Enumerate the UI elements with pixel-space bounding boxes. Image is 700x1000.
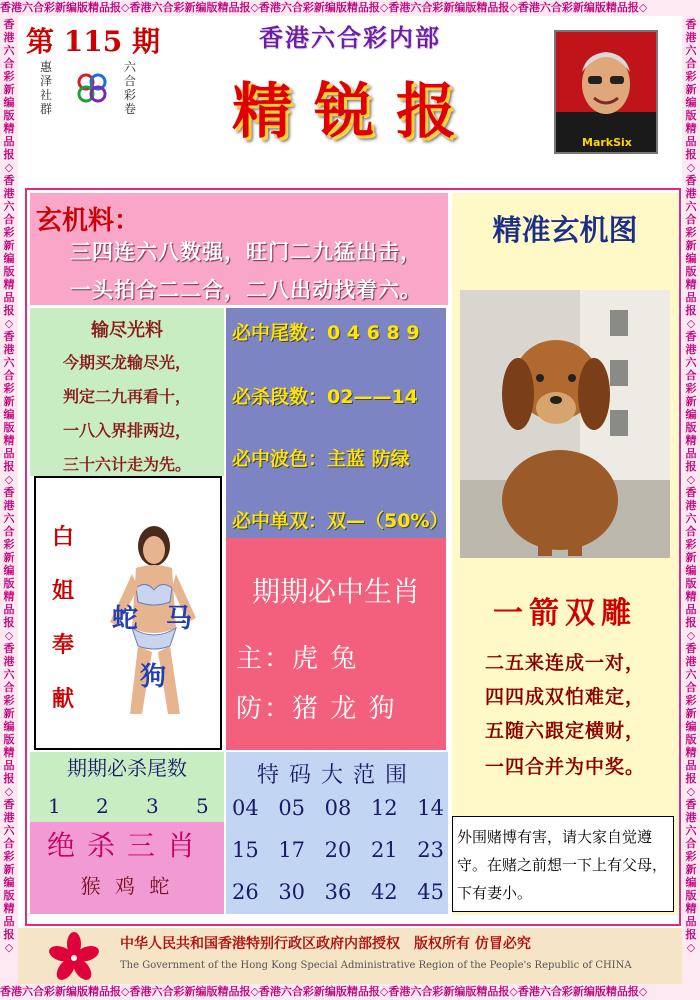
kill-tail-number: 1 — [48, 794, 61, 818]
special-number: 36 — [324, 880, 352, 904]
special-number: 42 — [370, 880, 398, 904]
riddle-line-1: 三四连六八数强，旺门二九猛出击， — [70, 240, 422, 264]
girl-label-3: 奉 — [51, 633, 74, 658]
kill-three-list: 猴 鸡 蛇 — [80, 874, 174, 898]
lose-all-line-1: 今期买龙输尽光， — [62, 353, 191, 372]
portrait-caption: MarkSix — [582, 136, 632, 149]
girl-zodiac-3: 狗 — [140, 662, 167, 692]
poem-line-4: 一四合并为中奖。 — [484, 756, 645, 778]
special-number: 05 — [278, 796, 306, 820]
riddle-line-2: 一头拍合二二合，二八出动找着六。 — [70, 278, 422, 302]
lose-all-title: 输尽光料 — [91, 320, 163, 341]
special-number: 23 — [417, 838, 444, 862]
kill-tail-number: 5 — [196, 794, 209, 818]
must-odd-even: 必中单双：双—（50%） — [232, 510, 449, 532]
gambling-warning: 外围赌博有害，请大家自觉遵守。在赌之前想一下上有父母，下有妻小。 — [452, 816, 674, 912]
kill-three-title: 绝杀三肖 — [46, 829, 207, 862]
girl-zodiac-1: 蛇 — [112, 604, 139, 634]
special-number: 45 — [417, 880, 444, 904]
poem-line-3: 五随六跟定横财， — [484, 720, 645, 742]
lose-all-line-2: 判定二九再看十， — [62, 387, 191, 406]
footer-chinese-text: 中华人民共和国香港特别行政区政府内部授权 版权所有 仿冒必究 — [120, 936, 531, 952]
kill-tail-number: 3 — [146, 794, 159, 818]
girl-zodiac-2: 马 — [166, 604, 193, 634]
special-row — [232, 880, 444, 904]
poem-line-2: 四四成双怕难定， — [484, 686, 645, 708]
must-kill-segment: 必杀段数：02——14 — [232, 386, 418, 408]
top-border-strip: 香港六合彩新编版精品报◇香港六合彩新编版精品报◇香港六合彩新编版精品报◇香港六合彩新编版精品报◇香港六合彩新编版精品报◇ — [0, 0, 700, 16]
precise-picture-title: 精准玄机图 — [492, 213, 638, 247]
dog-image — [460, 290, 670, 558]
special-number: 30 — [278, 880, 306, 904]
dog-photo — [460, 290, 670, 558]
girl-label-4: 献 — [51, 687, 74, 712]
poem-line-1: 二五来连成一对， — [484, 652, 645, 674]
special-number: 04 — [232, 796, 259, 820]
special-row — [232, 796, 444, 820]
left-border-strip: 香港六合彩新编版精品报◇香港六合彩新编版精品报◇香港六合彩新编版精品报◇香港六合彩新编版精品报◇香港六合彩新编版精品报◇香港六合彩新编版精品报◇ — [0, 16, 18, 984]
must-tail-numbers: 必中尾数：0 4 6 8 9 — [232, 322, 420, 344]
special-number: 20 — [324, 838, 352, 862]
girl-label-2: 姐 — [51, 579, 74, 604]
special-number: 08 — [324, 796, 352, 820]
girl-label-1: 白 — [51, 525, 74, 550]
special-number: 17 — [278, 838, 306, 862]
special-number: 26 — [232, 880, 259, 904]
zodiac-guard: 防：猪 龙 狗 — [236, 694, 397, 724]
must-wave-color: 必中波色：主蓝 防绿 — [232, 448, 410, 470]
lose-all-line-3: 一八入界排两边， — [62, 421, 191, 440]
special-range-title: 特码大范围 — [256, 763, 417, 788]
issue-number: 第 115 期 — [26, 25, 160, 58]
lose-all-line-4: 三十六计走为先。 — [62, 455, 191, 474]
riddle-title: 玄机料： — [36, 206, 141, 236]
portrait-photo — [554, 30, 658, 154]
special-number: 12 — [370, 796, 398, 820]
special-number: 21 — [370, 838, 398, 862]
kill-tail-number: 2 — [96, 794, 109, 818]
bottom-border-strip: 香港六合彩新编版精品报◇香港六合彩新编版精品报◇香港六合彩新编版精品报◇香港六合彩新编版精品报◇香港六合彩新编版精品报◇ — [0, 984, 700, 1000]
footer-english-text: The Government of the Hong Kong Special Administrative Region of the People's Republic of CHINA — [120, 960, 632, 971]
org-label-left: 惠泽社群 — [40, 60, 53, 116]
special-number: 15 — [232, 838, 259, 862]
header-subtitle: 香港六合彩内部 — [259, 24, 441, 52]
bauhinia-emblem-icon — [46, 930, 102, 982]
special-row — [232, 838, 444, 862]
right-border-strip: 香港六合彩新编版精品报◇香港六合彩新编版精品报◇香港六合彩新编版精品报◇香港六合彩新编版精品报◇香港六合彩新编版精品报◇香港六合彩新编版精品报◇ — [682, 16, 700, 984]
kill-tail-title: 期期必杀尾数 — [67, 756, 187, 780]
double-hit-title: 一箭双雕 — [493, 596, 637, 631]
zodiac-main: 主：虎 兔 — [236, 644, 359, 674]
org-label-right: 六合彩卷 — [124, 60, 137, 116]
portrait-image — [556, 32, 656, 152]
special-number: 14 — [417, 796, 444, 820]
lottery-logo-icon — [74, 70, 110, 106]
page-title: 精锐报 — [232, 77, 478, 147]
zodiac-title: 期期必中生肖 — [251, 575, 420, 608]
